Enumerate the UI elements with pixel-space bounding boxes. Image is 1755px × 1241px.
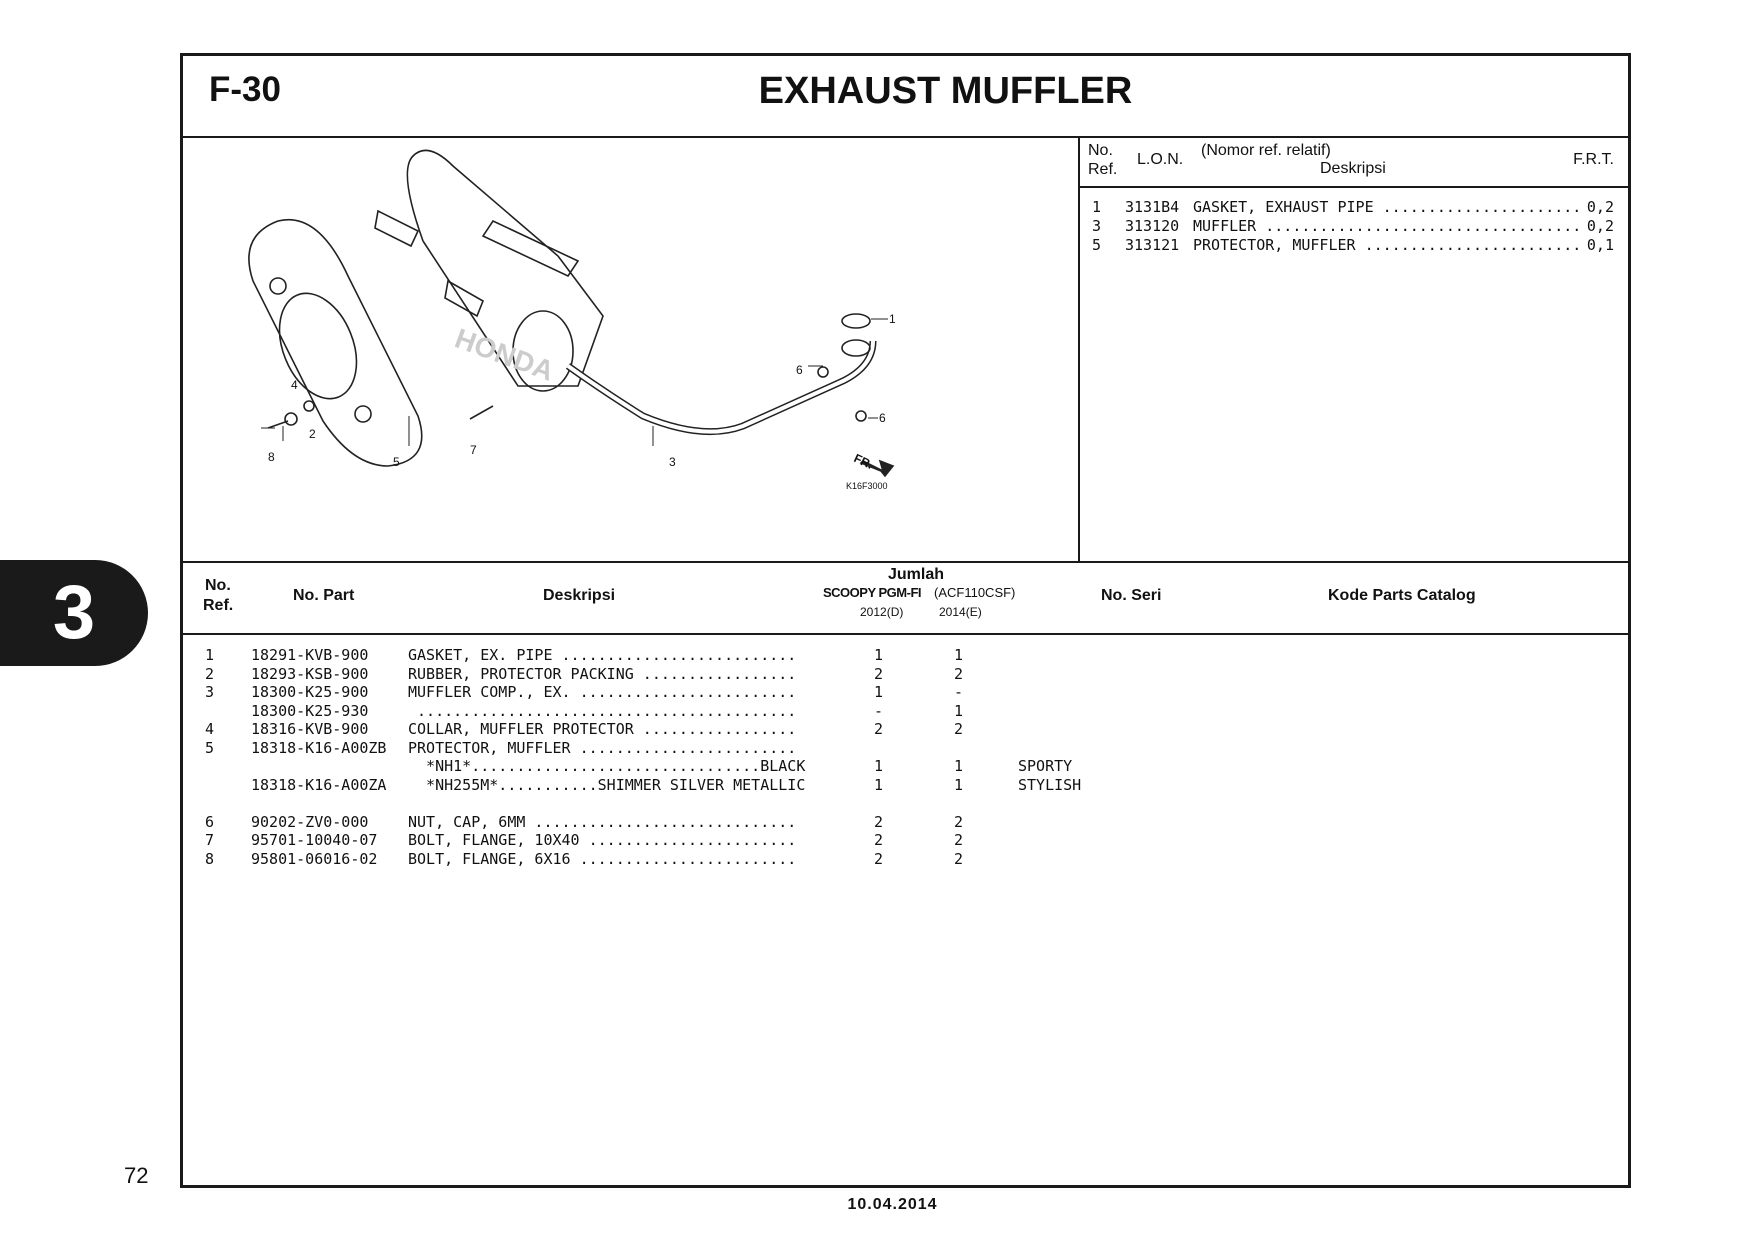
callout-7: 7 — [470, 443, 477, 457]
mount-hole-lower — [355, 406, 371, 422]
nut-1 — [818, 367, 828, 377]
ref-cell: 5 — [1092, 236, 1102, 254]
lon-label: L.O.N. — [1137, 151, 1184, 168]
col-jumlah-label: Jumlah — [888, 566, 945, 583]
ref-row — [1080, 217, 1628, 236]
table-row: 2 18293-KSB-900 RUBBER, PROTECTOR PACKING ................. 2 2 — [205, 664, 964, 683]
lon-cell: 313121 — [1125, 236, 1180, 254]
pipe-flange — [842, 340, 870, 356]
ref-ref-label: Ref. — [1088, 161, 1118, 178]
parts-table-body — [183, 646, 1628, 868]
ref-table-body — [1080, 188, 1628, 255]
print-date: 10.04.2014 — [847, 1196, 938, 1213]
page-number: 72 — [124, 1163, 149, 1188]
callout-5: 5 — [393, 455, 400, 469]
col-ref-label: Ref. — [203, 597, 234, 614]
parts-table-header — [183, 563, 1628, 635]
lon-cell: 313120 — [1125, 217, 1180, 235]
col-no-seri-label: No. Seri — [1101, 587, 1162, 604]
col-deskripsi-label: Deskripsi — [543, 587, 616, 604]
callout-6a: 6 — [796, 363, 803, 377]
protector-shield — [249, 220, 422, 466]
table-row: 1 18291-KVB-900 GASKET, EX. PIPE .......................... 1 1 — [205, 646, 964, 664]
bracket-middle — [445, 281, 483, 316]
bracket-upper — [375, 211, 418, 246]
catalog-page-frame — [180, 53, 1631, 1188]
col-kode-catalog-label: Kode Parts Catalog — [1328, 587, 1476, 604]
frt-cell: 0,1 — [1586, 236, 1614, 254]
ref-cell: 3 — [1092, 217, 1102, 235]
page-header — [183, 56, 1628, 138]
col-no-part-label: No. Part — [293, 587, 355, 604]
callout-6b: 6 — [879, 411, 886, 425]
table-row: 18300-K25-930 .......................................... - 1 — [251, 701, 964, 720]
ref-row — [1080, 236, 1628, 255]
table-row: *NH1*................................BLACK 1 1 SPORTY — [408, 757, 1073, 775]
chapter-tab: 3 — [0, 560, 148, 666]
col-no-label: No. — [205, 577, 231, 594]
desc-cell: MUFFLER ................................... — [1193, 217, 1582, 235]
ref-deskripsi-label: Deskripsi — [1320, 160, 1386, 177]
protector-opening — [265, 282, 371, 410]
model-code: (ACF110CSF) — [934, 585, 1016, 600]
year-2012: 2012(D) — [860, 605, 904, 619]
rubber-packing — [285, 413, 297, 425]
muffler-illustration — [183, 136, 1076, 561]
nut-2 — [856, 411, 866, 421]
bolt-8 — [268, 421, 288, 428]
frt-label: F.R.T. — [1573, 151, 1614, 168]
exploded-diagram — [183, 136, 1080, 561]
figure-code: F-30 — [209, 70, 281, 109]
ref-cell: 1 — [1092, 198, 1102, 216]
model-name: SCOOPY PGM-FI — [823, 585, 921, 600]
table-row: 18318-K16-A00ZA *NH255M*...........SHIMMER SILVER METALLIC 1 1 STYLISH — [251, 775, 1082, 794]
desc-cell: PROTECTOR, MUFFLER ........................ — [1193, 236, 1582, 254]
table-row: 5 18318-K16-A00ZB PROTECTOR, MUFFLER ........................ — [205, 738, 797, 757]
desc-cell: GASKET, EXHAUST PIPE ...................... — [1193, 198, 1582, 216]
exhaust-pipe-inner — [568, 341, 873, 432]
table-row: 3 18300-K25-900 MUFFLER COMP., EX. ........................ 1 - — [205, 683, 964, 701]
callout-8: 8 — [268, 450, 275, 464]
ref-no-label: No. — [1088, 142, 1113, 159]
table-row: 8 95801-06016-02 BOLT, FLANGE, 6X16 ........................ 2 2 — [205, 849, 964, 868]
bracket-rear — [483, 221, 578, 276]
table-row: 6 90202-ZV0-000 NUT, CAP, 6MM ............................. 2 2 — [205, 812, 964, 831]
ref-row — [1080, 198, 1628, 217]
bolt-7 — [470, 406, 493, 419]
front-label: FR. — [851, 451, 876, 472]
diagram-code: K16F3000 — [846, 481, 888, 491]
brand-watermark: HONDA — [450, 322, 559, 387]
year-2014: 2014(E) — [939, 605, 982, 619]
page-title: EXHAUST MUFFLER — [758, 70, 1133, 112]
lon-cell: 3131B4 — [1125, 198, 1180, 216]
gasket — [842, 314, 870, 328]
table-row: 7 95701-10040-07 BOLT, FLANGE, 10X40 ....................... 2 2 — [205, 831, 964, 849]
callout-1: 1 — [889, 312, 896, 326]
callout-3: 3 — [669, 455, 676, 469]
frt-cell: 0,2 — [1586, 198, 1614, 216]
table-row: 4 18316-KVB-900 COLLAR, MUFFLER PROTECTOR ................. 2 2 — [205, 720, 964, 738]
collar — [304, 401, 314, 411]
table-row — [183, 794, 1628, 813]
mount-hole-upper — [270, 278, 286, 294]
callout-2: 2 — [309, 427, 316, 441]
frt-cell: 0,2 — [1586, 217, 1614, 235]
ref-table-header — [1080, 136, 1628, 188]
nomor-ref-label: (Nomor ref. relatif) — [1201, 142, 1331, 159]
callout-4: 4 — [291, 378, 298, 392]
